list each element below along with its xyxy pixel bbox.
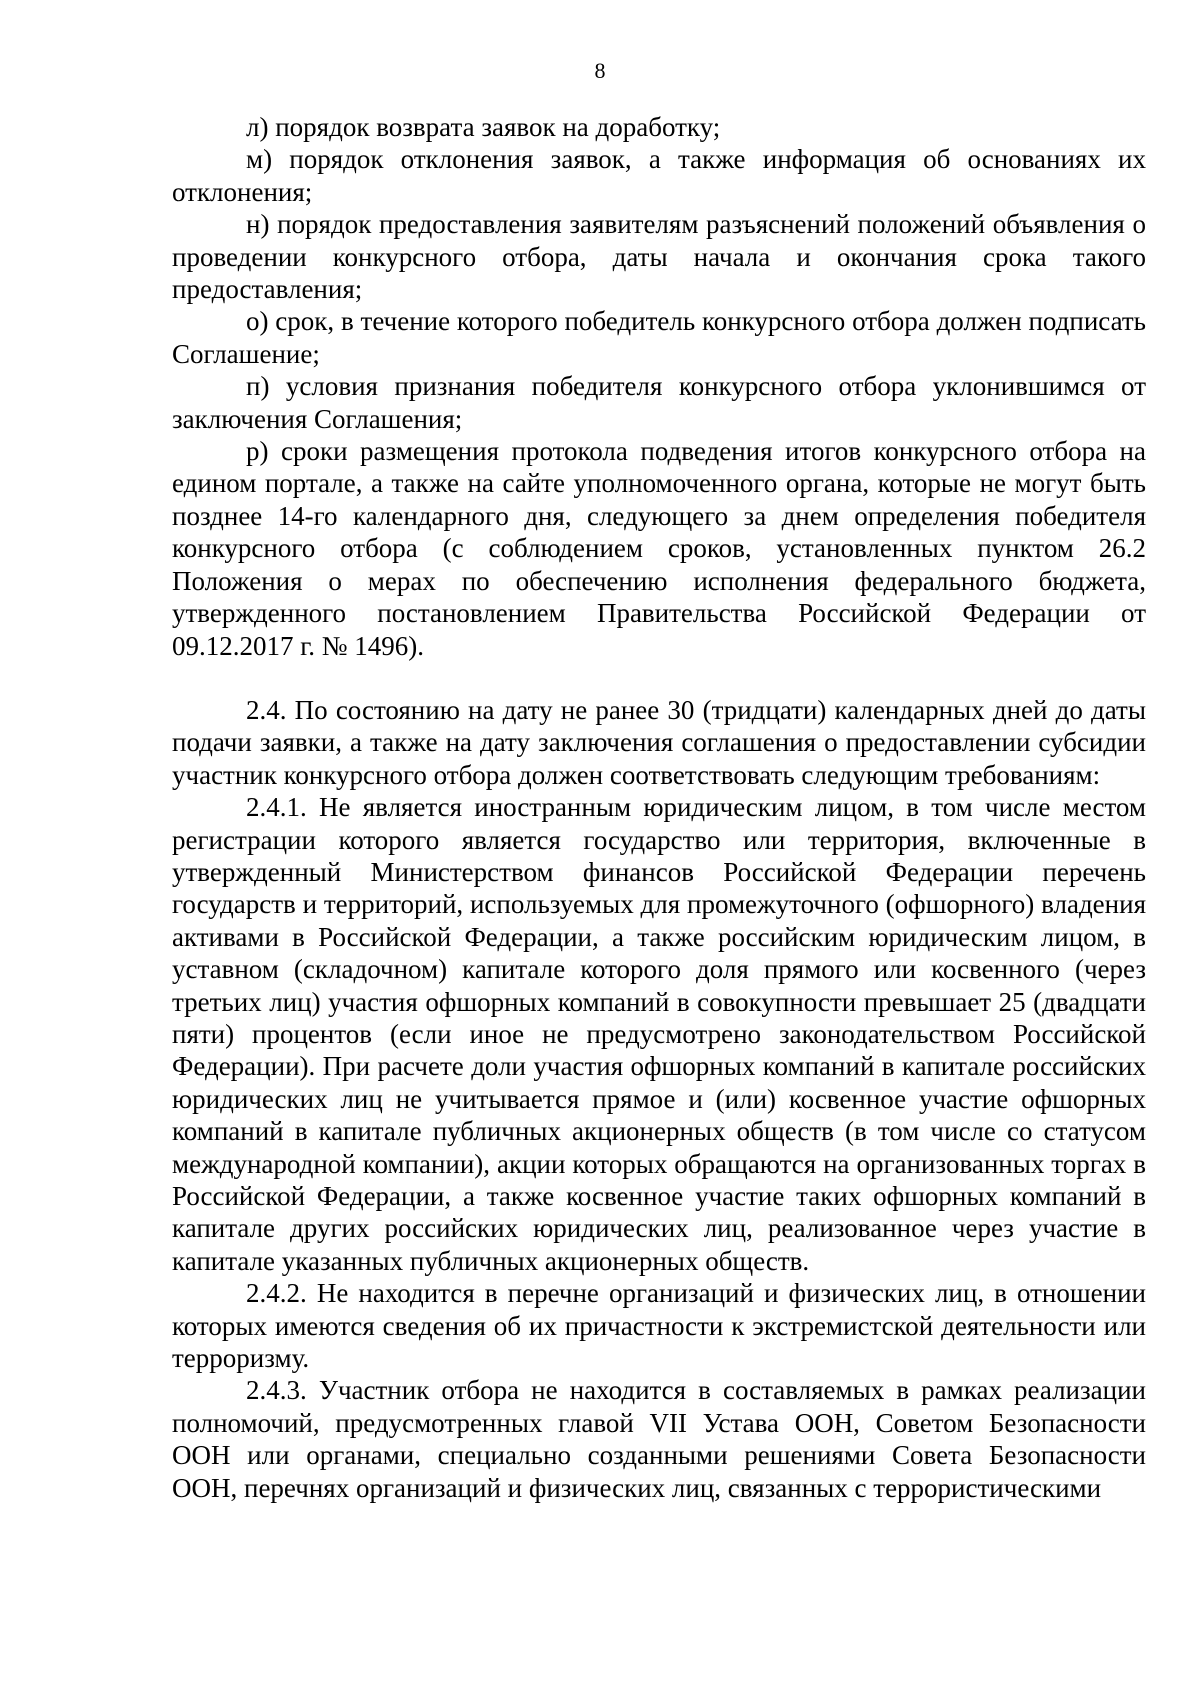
paragraph-section-2-4: 2.4. По состоянию на дату не ранее 30 (тридцати) календарных дней до даты подачи заявки, а также на дату заключения соглашения о предоставлении субсидии участник конкурсного отбора должен соответствовать следующим требованиям: [172,694,1146,790]
paragraph-item-m: м) порядок отклонения заявок, а также информация об основаниях их отклонения; [172,144,1146,207]
paragraph-item-p: п) условия признания победителя конкурсного отбора уклонившимся от заключения Соглашения; [172,371,1146,434]
paragraph-section-2-4-2: 2.4.2. Не находится в перечне организаций и физических лиц, в отношении которых имеются сведения об их причастности к экстремистской деятельности или терроризму. [172,1278,1146,1374]
paragraph-item-r: р) сроки размещения протокола подведения итогов конкурсного отбора на едином портале, а также на сайте уполномоченного органа, которые не могут быть позднее 14-го календарного дня, следующего за днем определения победителя конкурсного отбора (с соблюдением сроков, установленных пунктом 26.2 Положения о мерах по обеспечению исполнения федерального бюджета, утвержденного постановлением Правительства Российской Федерации от 09.12.2017 г. № 1496). [172,436,1146,661]
paragraph-gap [172,662,1146,694]
paragraph-item-n: н) порядок предоставления заявителям разъяснений положений объявления о проведении конкурсного отбора, даты начала и окончания срока такого предоставления; [172,209,1146,305]
document-body [172,111,1146,1504]
paragraph-item-l: л) порядок возврата заявок на доработку; [246,112,721,142]
paragraph-item-o: о) срок, в течение которого победитель конкурсного отбора должен подписать Соглашение; [172,306,1146,369]
paragraph-section-2-4-3: 2.4.3. Участник отбора не находится в составляемых в рамках реализации полномочий, предусмотренных главой VII Устава ООН, Советом Безопасности ООН или органами, специально созданными решениями Совета Безопасности ООН, перечнях организаций и физических лиц, связанных с террористическими [172,1375,1146,1503]
paragraph-section-2-4-1: 2.4.1. Не является иностранным юридическим лицом, в том числе местом регистрации которого является государство или территория, включенные в утвержденный Министерством финансов Российской Федерации перечень государств и территорий, используемых для промежуточного (офшорного) владения активами в Российской Федерации, а также российским юридическим лицом, в уставном (складочном) капитале которого доля прямого или косвенного (через третьих лиц) участия офшорных компаний в совокупности превышает 25 (двадцати пяти) процентов (если иное не предусмотрено законодательством Российской Федерации). При расчете доли участия офшорных компаний в капитале российских юридических лиц не учитывается прямое и (или) косвенное участие офшорных компаний в капитале публичных акционерных обществ (в том числе со статусом международной компании), акции которых обращаются на организованных торгах в Российской Федерации, а также косвенное участие таких офшорных компаний в капитале других российских юридических лиц, реализованное через участие в капитале указанных публичных акционерных обществ. [172,792,1146,1276]
page-number: 8 [594,58,606,83]
